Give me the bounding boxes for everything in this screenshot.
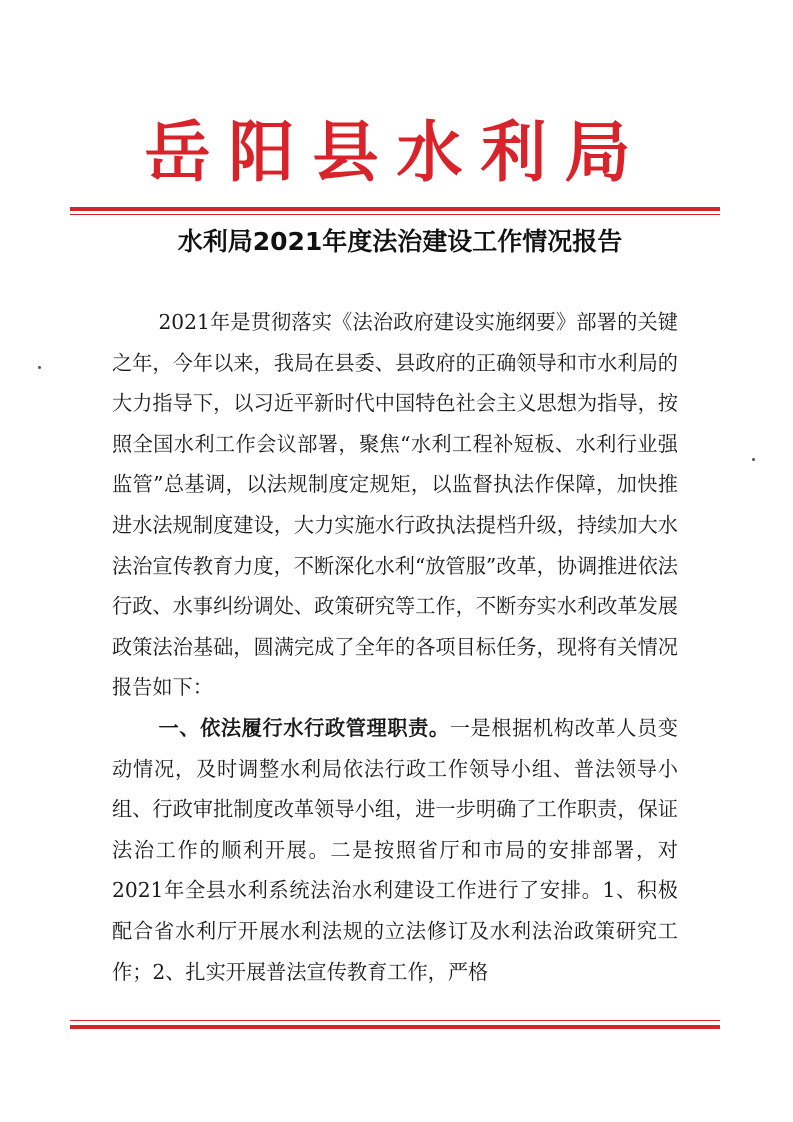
scan-speck: [752, 458, 755, 461]
scan-speck: [38, 366, 41, 369]
footer-rule-thin: [70, 1020, 720, 1021]
footer-rule-thick: [70, 1025, 720, 1029]
letterhead-org-name: 岳阳县水利局: [144, 113, 649, 191]
section-1-heading: 一、依法履行水行政管理职责。: [158, 715, 450, 740]
paragraph-intro-text: 2021年是贯彻落实《法治政府建设实施纲要》部署的关键之年，今年以来，我局在县委、县政府的正确领导和市水利局的大力指导下，以习近平新时代中国特色社会主义思想为指导，按照全国水利工作会议部署，聚焦“水利工程补短板、水利行业强监管”总基调，以法规制度定规矩，以监督执法作保障，加快推进水法规制度建设，大力实施水行政执法提档升级，持续加大水法治宣传教育力度，不断深化水利“放管服”改革，协调推进依法行政、水事纠纷调处、政策研究等工作，不断夯实水利改革发展政策法治基础，圆满完成了全年的各项目标任务，现将有关情况报告如下：: [112, 310, 678, 700]
paragraph-section-1: [112, 708, 678, 992]
letterhead-rule-thin: [70, 214, 720, 215]
paragraph-intro: [112, 302, 678, 708]
document-title: 水利局2021年度法治建设工作情况报告: [177, 227, 623, 256]
section-1-text: 一是根据机构改革人员变动情况，及时调整水利局依法行政工作领导小组、普法领导小组、行政审批制度改革领导小组，进一步明确了工作职责，保证法治工作的顺利开展。二是按照省厅和市局的安排部署，对2021年全县水利系统法治水利建设工作进行了安排。1、积极配合省水利厅开展水利法规的立法修订及水利法治政策研究工作；2、扎实开展普法宣传教育工作，严格: [112, 715, 678, 984]
letterhead-rule-thick: [70, 207, 720, 211]
document-body: [112, 302, 678, 992]
